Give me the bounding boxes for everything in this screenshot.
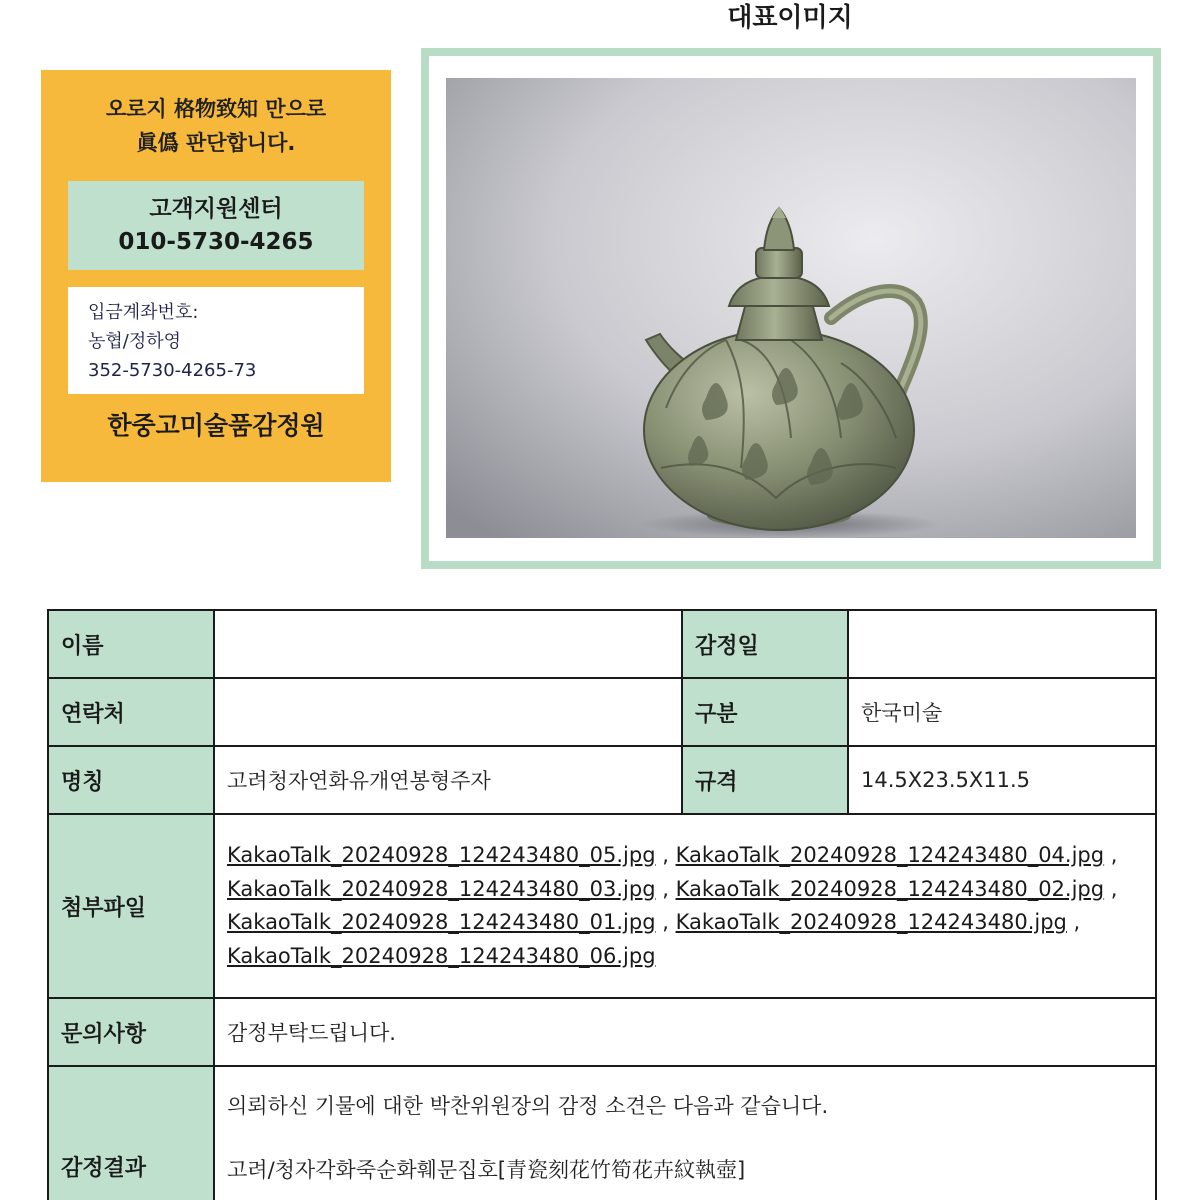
inquiry-label: 문의사항 <box>48 998 214 1066</box>
bank-account-box <box>68 287 364 394</box>
attachment-link[interactable]: KakaoTalk_20240928_124243480_06.jpg <box>227 943 656 968</box>
slogan <box>41 92 391 160</box>
attachment-link[interactable]: KakaoTalk_20240928_124243480_05.jpg <box>227 843 656 867</box>
name-value <box>214 610 682 678</box>
appraisal-date-value <box>848 610 1156 678</box>
support-center-title: 고객지원센터 <box>149 196 283 222</box>
account-bank: 농협/정하영 <box>88 331 182 352</box>
result-value <box>214 1066 1156 1200</box>
table-row <box>48 998 1156 1066</box>
attachment-link[interactable]: KakaoTalk_20240928_124243480_02.jpg <box>675 876 1105 901</box>
celadon-ewer-photo <box>446 78 1136 538</box>
support-center-box <box>68 181 364 270</box>
attachments-label: 첨부파일 <box>48 814 214 998</box>
representative-image-frame <box>421 48 1161 569</box>
table-row <box>48 610 1156 678</box>
attachment-link[interactable]: KakaoTalk_20240928_124243480.jpg <box>675 910 1067 934</box>
attachment-link[interactable]: KakaoTalk_20240928_124243480_01.jpg <box>227 910 656 934</box>
appraisal-record-table <box>47 609 1157 1200</box>
name-label: 이름 <box>48 610 214 678</box>
contact-label: 연락처 <box>48 678 214 746</box>
attachment-line: KakaoTalk_20240928_124243480_05.jpg , KakaoTalk_20240928_124243480_04.jpg , <box>227 843 1118 867</box>
table-row <box>48 1066 1156 1200</box>
contact-value <box>214 678 682 746</box>
appraisal-date-label: 감정일 <box>682 610 848 678</box>
organization-name: 한중고미술품감정원 <box>107 411 325 440</box>
account-label: 입금계좌번호: <box>88 302 199 323</box>
item-title-label: 명칭 <box>48 746 214 814</box>
account-number: 352-5730-4265-73 <box>88 360 257 381</box>
category-label: 구분 <box>682 678 848 746</box>
attachment-link[interactable]: KakaoTalk_20240928_124243480_03.jpg <box>227 876 656 901</box>
table-row <box>48 746 1156 814</box>
attachment-line <box>227 940 1143 974</box>
info-card <box>41 70 391 482</box>
slogan-line-2: 眞僞 판단합니다. <box>136 131 296 155</box>
size-value: 14.5X23.5X11.5 <box>848 746 1156 814</box>
attachment-link[interactable]: KakaoTalk_20240928_124243480_04.jpg <box>675 843 1105 867</box>
result-gap <box>227 1123 1143 1153</box>
support-center-phone[interactable]: 010-5730-4265 <box>118 229 314 255</box>
representative-image-title: 대표이미지 <box>727 3 853 33</box>
slogan-line-1: 오로지 格物致知 만으로 <box>105 97 327 121</box>
item-title-value: 고려청자연화유개연봉형주자 <box>214 746 682 814</box>
result-label: 감정결과 <box>48 1066 214 1200</box>
result-line-2: 고려/청자각화죽순화훼문집호[青瓷刻花竹筍花卉紋執壺] <box>227 1158 746 1182</box>
attachments-list <box>214 814 1156 998</box>
size-label: 규격 <box>682 746 848 814</box>
category-value: 한국미술 <box>848 678 1156 746</box>
table-row <box>48 814 1156 998</box>
result-line-1: 의뢰하신 기물에 대한 박찬위원장의 감정 소견은 다음과 같습니다. <box>227 1094 829 1118</box>
table-row <box>48 678 1156 746</box>
attachment-line: KakaoTalk_20240928_124243480_03.jpg , KakaoTalk_20240928_124243480_02.jpg , <box>227 876 1118 901</box>
attachment-line: KakaoTalk_20240928_124243480_01.jpg , KakaoTalk_20240928_124243480.jpg , <box>227 910 1081 934</box>
inquiry-value: 감정부탁드립니다. <box>214 998 1156 1066</box>
